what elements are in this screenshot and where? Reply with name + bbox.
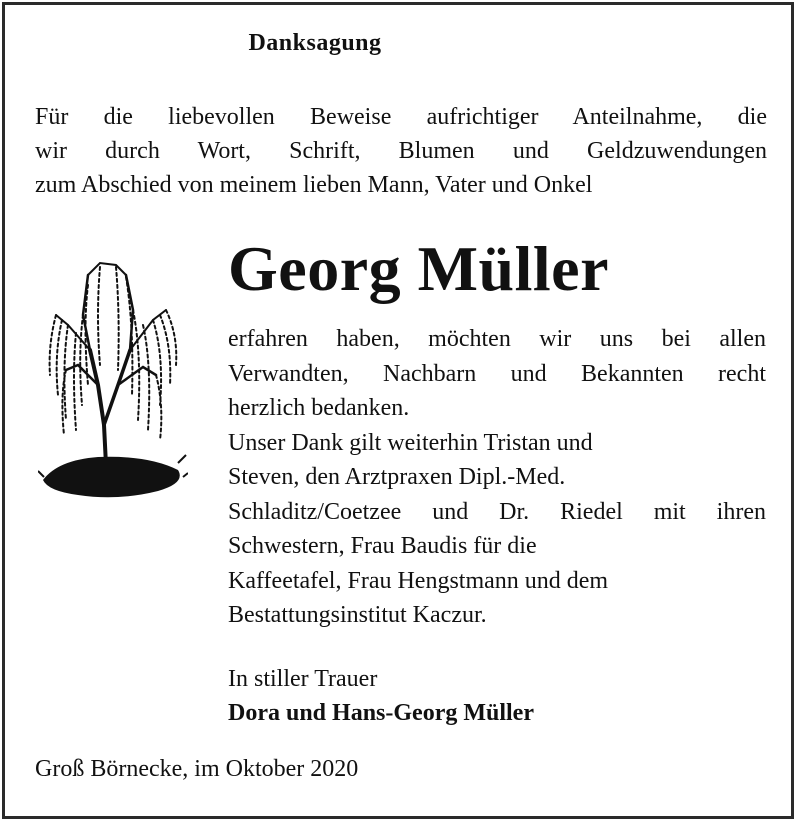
notice-heading: Danksagung — [248, 30, 382, 56]
deceased-name: Georg Müller — [228, 233, 609, 304]
body-line: erfahren haben, möchten wir uns bei allen — [228, 326, 766, 352]
mourning-block — [228, 662, 534, 730]
intro-line: zum Abschied von meinem lieben Mann, Vater und Onkel — [35, 172, 593, 198]
place-date: Groß Börnecke, im Oktober 2020 — [35, 756, 359, 782]
body-line: Steven, den Arztpraxen Dipl.-Med. — [228, 464, 566, 490]
thanks-body — [228, 322, 766, 633]
body-line: Schladitz/Coetzee und Dr. Riedel mit ihren — [228, 498, 766, 525]
intro-text — [35, 100, 767, 202]
intro-line: wir durch Wort, Schrift, Blumen und Geldzuwendungen — [35, 138, 767, 164]
body-line: Bestattungsinstitut Kaczur. — [228, 602, 487, 628]
body-line: Kaffeetafel, Frau Hengstmann und dem — [228, 567, 609, 594]
body-line: Schwestern, Frau Baudis für die — [228, 533, 537, 559]
intro-line: Für die liebevollen Beweise aufrichtiger Anteilnahme, die — [35, 104, 767, 130]
mourning-line: In stiller Trauer — [228, 666, 378, 692]
weeping-willow-icon — [38, 255, 188, 510]
body-line: Unser Dank gilt weiterhin Tristan und — [228, 429, 593, 456]
body-line: Verwandten, Nachbarn und Bekannten recht — [228, 360, 766, 387]
body-line: herzlich bedanken. — [228, 395, 410, 421]
signers: Dora und Hans-Georg Müller — [228, 700, 534, 726]
